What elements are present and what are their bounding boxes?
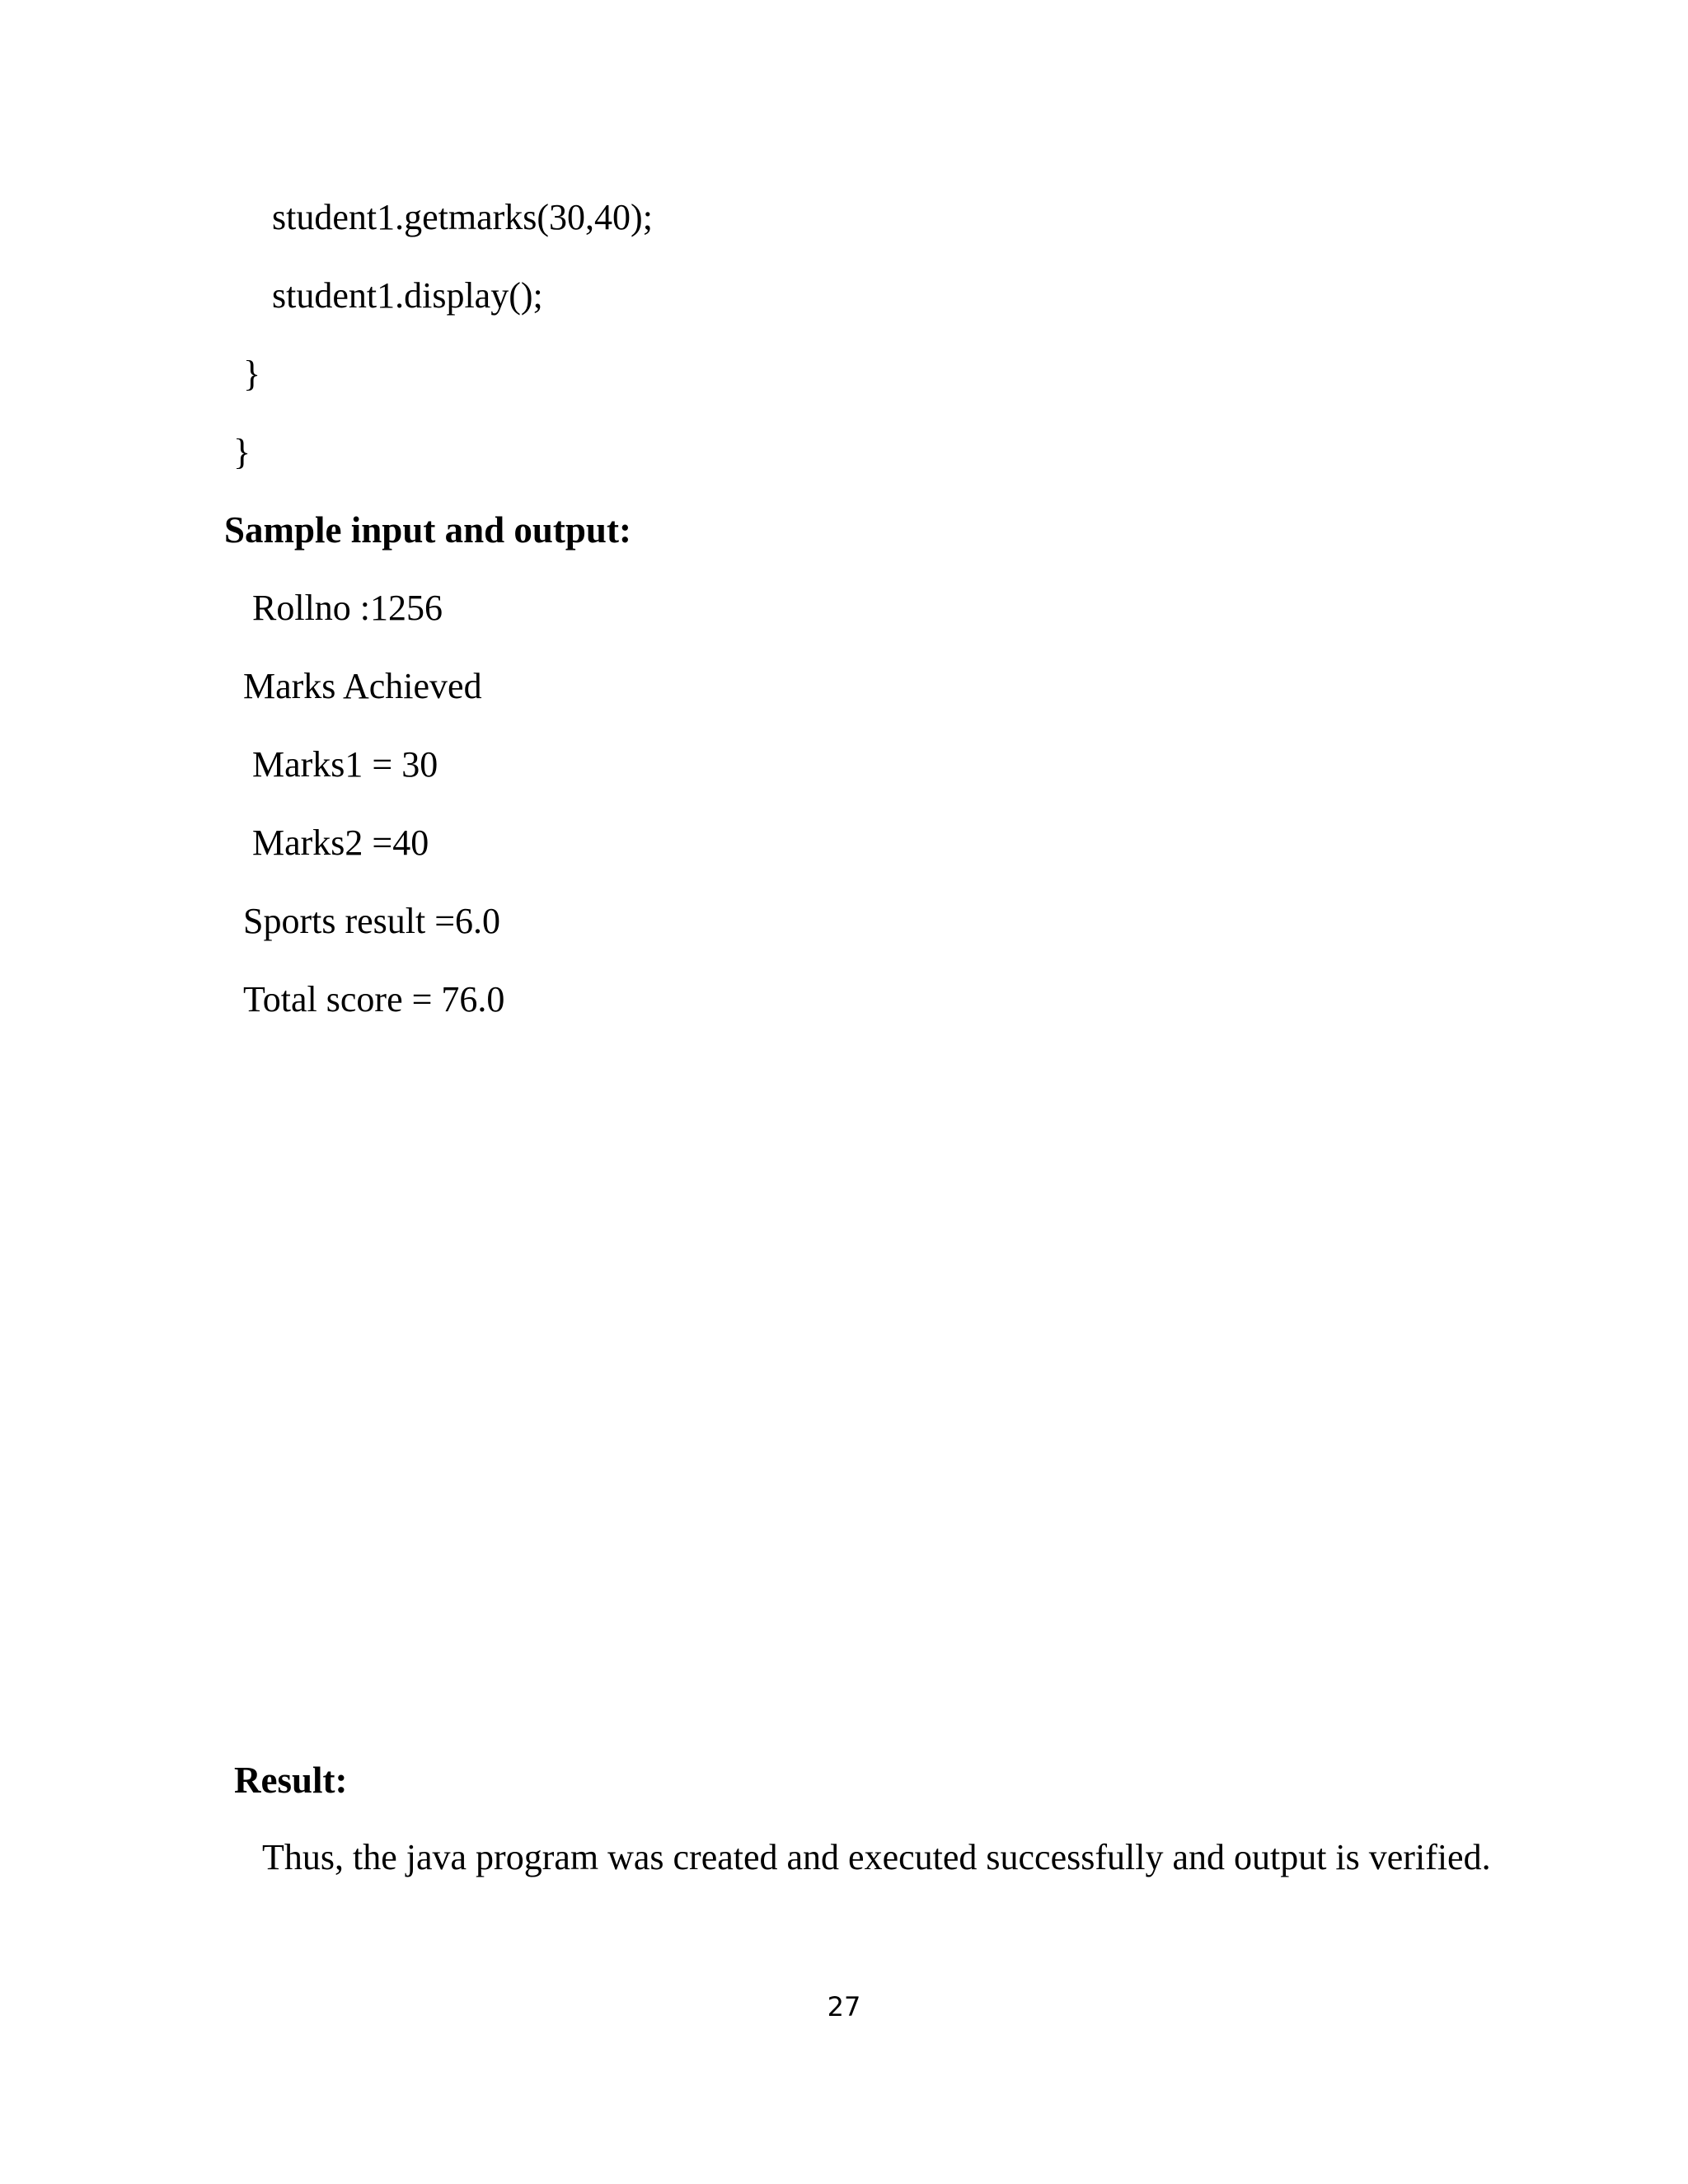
output-rollno: Rollno :1256 — [252, 588, 443, 628]
output-marks1: Marks1 = 30 — [252, 744, 438, 785]
page-number: 27 — [827, 1991, 861, 2022]
code-closing-brace-method: } — [243, 354, 261, 394]
code-closing-brace-class: } — [233, 432, 251, 472]
output-total-score: Total score = 76.0 — [243, 979, 505, 1019]
result-text: Thus, the java program was created and executed successfully and output is verified. — [262, 1837, 1491, 1877]
result-heading: Result: — [234, 1760, 348, 1801]
output-marks2: Marks2 =40 — [252, 823, 429, 863]
code-line-getmarks: student1.getmarks(30,40); — [272, 197, 653, 237]
output-marks-achieved: Marks Achieved — [243, 666, 482, 706]
output-sports-result: Sports result =6.0 — [243, 901, 501, 941]
sample-heading: Sample input and output: — [224, 509, 631, 551]
code-line-display: student1.display(); — [272, 275, 543, 316]
